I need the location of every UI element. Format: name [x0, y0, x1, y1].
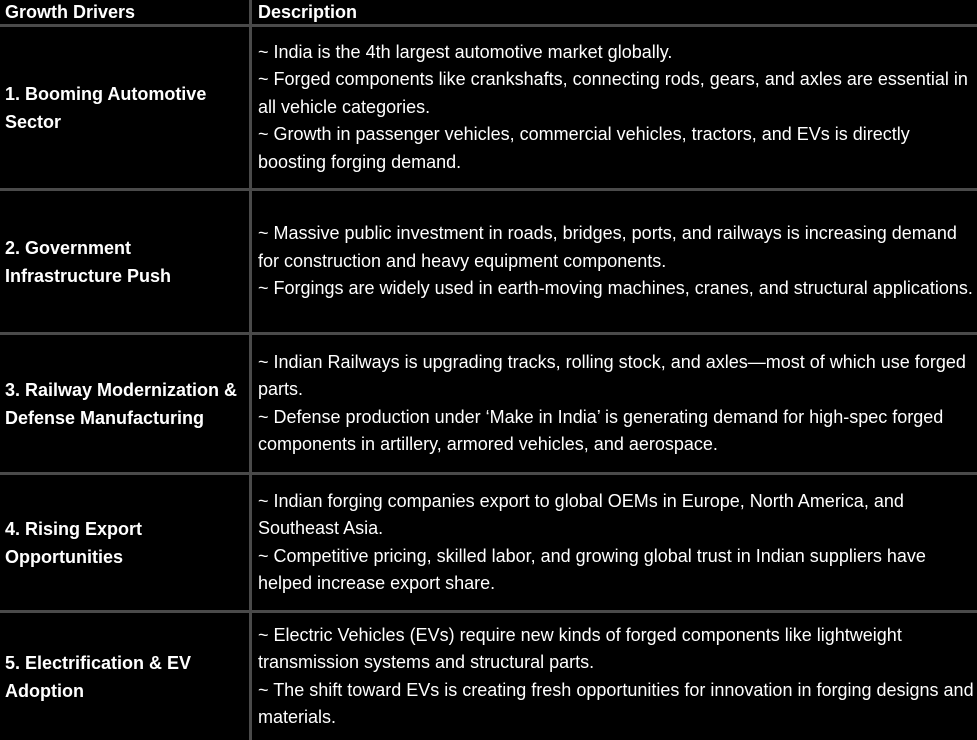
driver-title: 1. Booming Automotive Sector — [5, 83, 207, 132]
row-divider — [0, 188, 977, 191]
description-point: ~ Indian Railways is upgrading tracks, rolling stock, and axles—most of which use forged parts. — [258, 351, 966, 399]
table-row — [0, 335, 977, 472]
description-point: ~ Forgings are widely used in earth-moving machines, cranes, and structural applications. — [258, 278, 973, 299]
driver-title: 3. Railway Modernization & Defense Manufacturing — [5, 379, 238, 428]
driver-description — [252, 613, 977, 740]
driver-title: 4. Rising Export Opportunities — [5, 518, 143, 567]
driver-title: 5. Electrification & EV Adoption — [5, 652, 192, 701]
description-point: ~ Indian forging companies export to global OEMs in Europe, North America, and Southeast Asia. — [258, 490, 904, 538]
header-growth-drivers: Growth Drivers — [5, 2, 136, 22]
description-point: ~ The shift toward EVs is creating fresh opportunities for innovation in forging designs and materials. — [258, 679, 974, 727]
description-point: ~ Electric Vehicles (EVs) require new kinds of forged components like lightweight transmission systems and structural parts. — [258, 624, 902, 672]
table-row — [0, 613, 977, 740]
row-divider — [0, 24, 977, 27]
table-row — [0, 191, 977, 332]
row-divider — [0, 472, 977, 475]
description-point: ~ Competitive pricing, skilled labor, and growing global trust in Indian suppliers have helped increase export share. — [258, 545, 926, 593]
row-divider — [0, 610, 977, 613]
description-point: ~ Massive public investment in roads, bridges, ports, and railways is increasing demand for construction and heavy equipment components. — [258, 223, 957, 271]
driver-description — [252, 475, 977, 610]
description-point: ~ India is the 4th largest automotive market globally. — [258, 41, 673, 62]
description-point: ~ Growth in passenger vehicles, commercial vehicles, tractors, and EVs is directly boosting forging demand. — [258, 124, 910, 172]
row-divider — [0, 332, 977, 335]
driver-description — [252, 335, 977, 472]
description-point: ~ Forged components like crankshafts, connecting rods, gears, and axles are essential in all vehicle categories. — [258, 69, 968, 117]
header-description: Description — [258, 2, 358, 22]
description-point: ~ Defense production under ‘Make in India’ is generating demand for high-spec forged components in artillery, armored vehicles, and aerospace. — [258, 406, 944, 454]
driver-title: 2. Government Infrastructure Push — [5, 237, 172, 286]
table-row — [0, 27, 977, 188]
table-row — [0, 475, 977, 610]
driver-description — [252, 191, 977, 332]
column-divider — [249, 0, 252, 740]
table-header-row — [0, 0, 977, 24]
driver-description — [252, 27, 977, 188]
